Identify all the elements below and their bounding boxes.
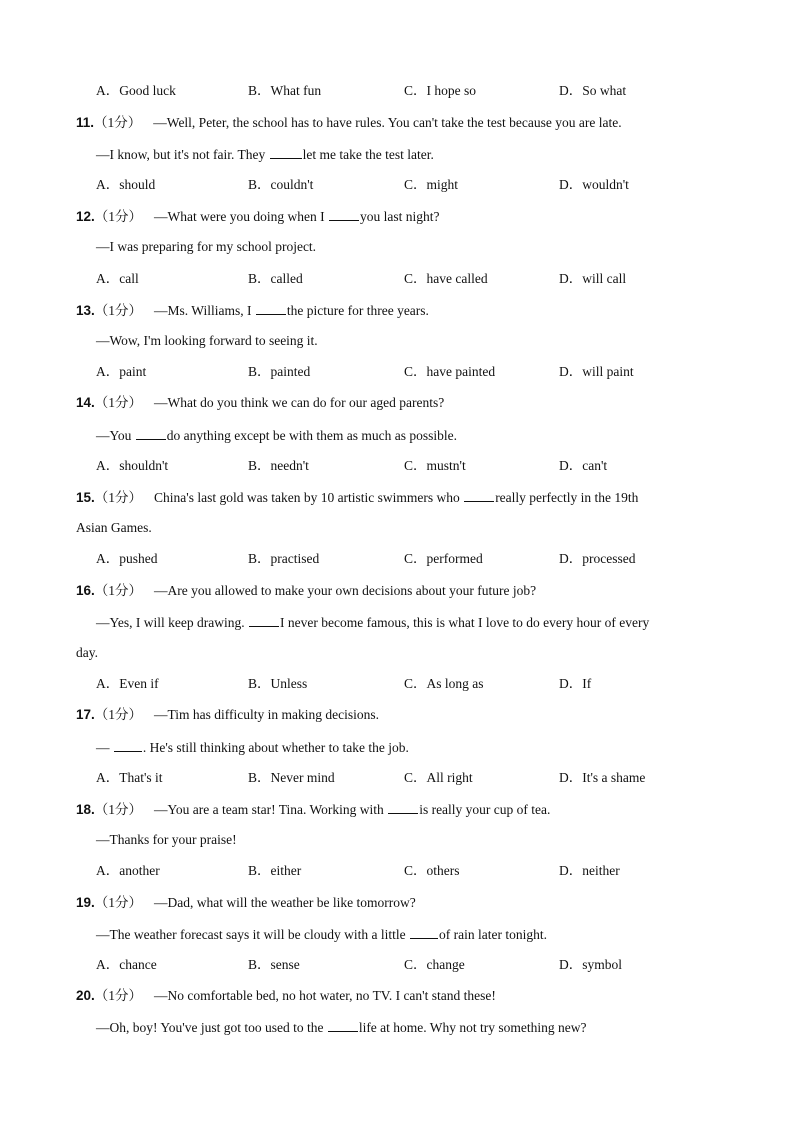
option-c[interactable]: C．have painted bbox=[404, 364, 496, 379]
answer-blank bbox=[329, 207, 359, 221]
question-number: 16. bbox=[76, 583, 95, 598]
text-segment: . He's still thinking about whether to take the job. bbox=[142, 740, 409, 755]
question-text: —Tim has difficulty in making decisions. bbox=[154, 707, 380, 722]
option-a[interactable]: A．shouldn't bbox=[96, 458, 169, 473]
question-text-line bbox=[96, 1018, 587, 1037]
answer-blank bbox=[249, 613, 279, 627]
question-score: （1分） bbox=[94, 707, 143, 722]
question-score: （1分） bbox=[94, 395, 143, 410]
option-d[interactable]: D．symbol bbox=[559, 957, 623, 972]
option-d[interactable]: D．wouldn't bbox=[559, 177, 629, 192]
option-b[interactable]: B．couldn't bbox=[248, 177, 314, 192]
question-number: 15. bbox=[76, 490, 95, 505]
question-score: （1分） bbox=[94, 802, 143, 817]
question-stem bbox=[76, 207, 439, 226]
text-segment: —I know, but it's not fair. They bbox=[96, 147, 269, 162]
option-c[interactable]: C．change bbox=[404, 957, 465, 972]
answer-blank bbox=[328, 1018, 358, 1032]
option-b[interactable]: B．practised bbox=[248, 551, 320, 566]
question-text-line bbox=[96, 613, 649, 632]
answer-blank bbox=[136, 426, 166, 440]
text-segment: you last night? bbox=[359, 209, 440, 224]
question-stem bbox=[76, 800, 550, 819]
question-stem bbox=[76, 582, 536, 600]
answer-blank bbox=[270, 145, 302, 159]
question-score: （1分） bbox=[94, 583, 143, 598]
option-d[interactable]: D．can't bbox=[559, 458, 608, 473]
question-text: —Dad, what will the weather be like tomorrow? bbox=[154, 895, 416, 910]
question-score: （1分） bbox=[94, 115, 142, 130]
text-segment: life at home. Why not try something new? bbox=[358, 1020, 587, 1035]
question-text-line: —I was preparing for my school project. bbox=[96, 239, 317, 254]
option-b[interactable]: B．called bbox=[248, 271, 303, 286]
option-c[interactable]: C．I hope so bbox=[404, 83, 476, 98]
question-number: 17. bbox=[76, 707, 95, 722]
question-text-line: —Wow, I'm looking forward to seeing it. bbox=[96, 333, 318, 348]
text-segment: is really your cup of tea. bbox=[419, 802, 551, 817]
option-b[interactable]: B．Never mind bbox=[248, 770, 335, 785]
option-d[interactable]: D．neither bbox=[559, 863, 620, 878]
text-segment: China's last gold was taken by 10 artistic swimmers who bbox=[154, 490, 464, 505]
option-b[interactable]: B．painted bbox=[248, 364, 311, 379]
option-b[interactable]: B．needn't bbox=[248, 458, 309, 473]
question-number: 13. bbox=[76, 303, 95, 318]
question-text-line bbox=[96, 925, 547, 944]
option-d[interactable]: D．So what bbox=[559, 83, 627, 98]
question-number: 11. bbox=[76, 115, 95, 130]
question-number: 18. bbox=[76, 802, 95, 817]
option-d[interactable]: D．processed bbox=[559, 551, 636, 566]
text-segment: do anything except be with them as much as possible. bbox=[166, 428, 457, 443]
question-number: 14. bbox=[76, 395, 95, 410]
option-c[interactable]: C．have called bbox=[404, 271, 488, 286]
question-text-line bbox=[96, 145, 434, 164]
text-segment: —The weather forecast says it will be cloudy with a little bbox=[96, 927, 410, 942]
question-stem bbox=[76, 706, 379, 724]
answer-blank bbox=[256, 301, 286, 315]
question-number: 12. bbox=[76, 209, 95, 224]
question-stem bbox=[76, 894, 416, 912]
option-d[interactable]: D．will call bbox=[559, 271, 627, 286]
text-segment: —You bbox=[96, 428, 135, 443]
text-segment: really perfectly in the 19th bbox=[495, 490, 639, 505]
question-stem bbox=[76, 394, 444, 412]
option-c[interactable]: C．others bbox=[404, 863, 460, 878]
question-text: —What do you think we can do for our aged parents? bbox=[154, 395, 445, 410]
question-stem bbox=[76, 114, 622, 132]
option-c[interactable]: C．mustn't bbox=[404, 458, 466, 473]
text-segment: —Yes, I will keep drawing. bbox=[96, 615, 248, 630]
option-a[interactable]: A．should bbox=[96, 177, 156, 192]
option-a[interactable]: A．paint bbox=[96, 364, 147, 379]
option-a[interactable]: A．Good luck bbox=[96, 83, 176, 98]
question-score: （1分） bbox=[94, 988, 143, 1003]
text-segment: — bbox=[96, 740, 113, 755]
question-text-line bbox=[96, 426, 457, 445]
question-score: （1分） bbox=[94, 895, 143, 910]
text-segment: —Oh, boy! You've just got too used to the bbox=[96, 1020, 327, 1035]
option-c[interactable]: C．performed bbox=[404, 551, 483, 566]
question-text: —No comfortable bed, no hot water, no TV. I can't stand these! bbox=[154, 988, 496, 1003]
text-segment: —You are a team star! Tina. Working with bbox=[154, 802, 388, 817]
option-b[interactable]: B．either bbox=[248, 863, 302, 878]
question-number: 19. bbox=[76, 895, 95, 910]
option-b[interactable]: B．sense bbox=[248, 957, 300, 972]
option-c[interactable]: C．All right bbox=[404, 770, 473, 785]
option-c[interactable]: C．might bbox=[404, 177, 459, 192]
question-text: —Are you allowed to make your own decisions about your future job? bbox=[154, 583, 537, 598]
option-a[interactable]: A．chance bbox=[96, 957, 157, 972]
question-stem bbox=[76, 301, 429, 320]
option-a[interactable]: A．Even if bbox=[96, 676, 159, 691]
option-a[interactable]: A．pushed bbox=[96, 551, 158, 566]
text-segment: —What were you doing when I bbox=[154, 209, 328, 224]
question-score: （1分） bbox=[94, 303, 143, 318]
question-number: 20. bbox=[76, 988, 95, 1003]
option-d[interactable]: D．If bbox=[559, 676, 592, 691]
text-segment: of rain later tonight. bbox=[439, 927, 547, 942]
question-score: （1分） bbox=[94, 209, 143, 224]
question-score: （1分） bbox=[94, 490, 143, 505]
question-stem bbox=[76, 488, 638, 507]
answer-blank bbox=[388, 800, 418, 814]
answer-blank bbox=[464, 488, 494, 502]
answer-blank bbox=[114, 738, 142, 752]
text-segment: —Ms. Williams, I bbox=[154, 303, 255, 318]
text-segment: let me take the test later. bbox=[302, 147, 434, 162]
question-text: —Well, Peter, the school has to have rules. You can't take the test because you are late. bbox=[153, 115, 622, 130]
text-segment: I never become famous, this is what I love to do every hour of every bbox=[280, 615, 650, 630]
option-a[interactable]: A．That's it bbox=[96, 770, 163, 785]
option-b[interactable]: B．Unless bbox=[248, 676, 308, 691]
answer-blank bbox=[410, 925, 438, 939]
question-text-line: —Thanks for your praise! bbox=[96, 832, 237, 847]
option-a[interactable]: A．another bbox=[96, 863, 160, 878]
question-stem bbox=[76, 987, 496, 1005]
text-segment: the picture for three years. bbox=[286, 303, 429, 318]
option-c[interactable]: C．As long as bbox=[404, 676, 484, 691]
option-d[interactable]: D．It's a shame bbox=[559, 770, 646, 785]
question-text-line bbox=[96, 738, 409, 757]
option-d[interactable]: D．will paint bbox=[559, 364, 634, 379]
question-text-line: Asian Games. bbox=[76, 520, 152, 535]
question-text-line: day. bbox=[76, 645, 98, 660]
option-a[interactable]: A．call bbox=[96, 271, 139, 286]
option-b[interactable]: B．What fun bbox=[248, 83, 322, 98]
